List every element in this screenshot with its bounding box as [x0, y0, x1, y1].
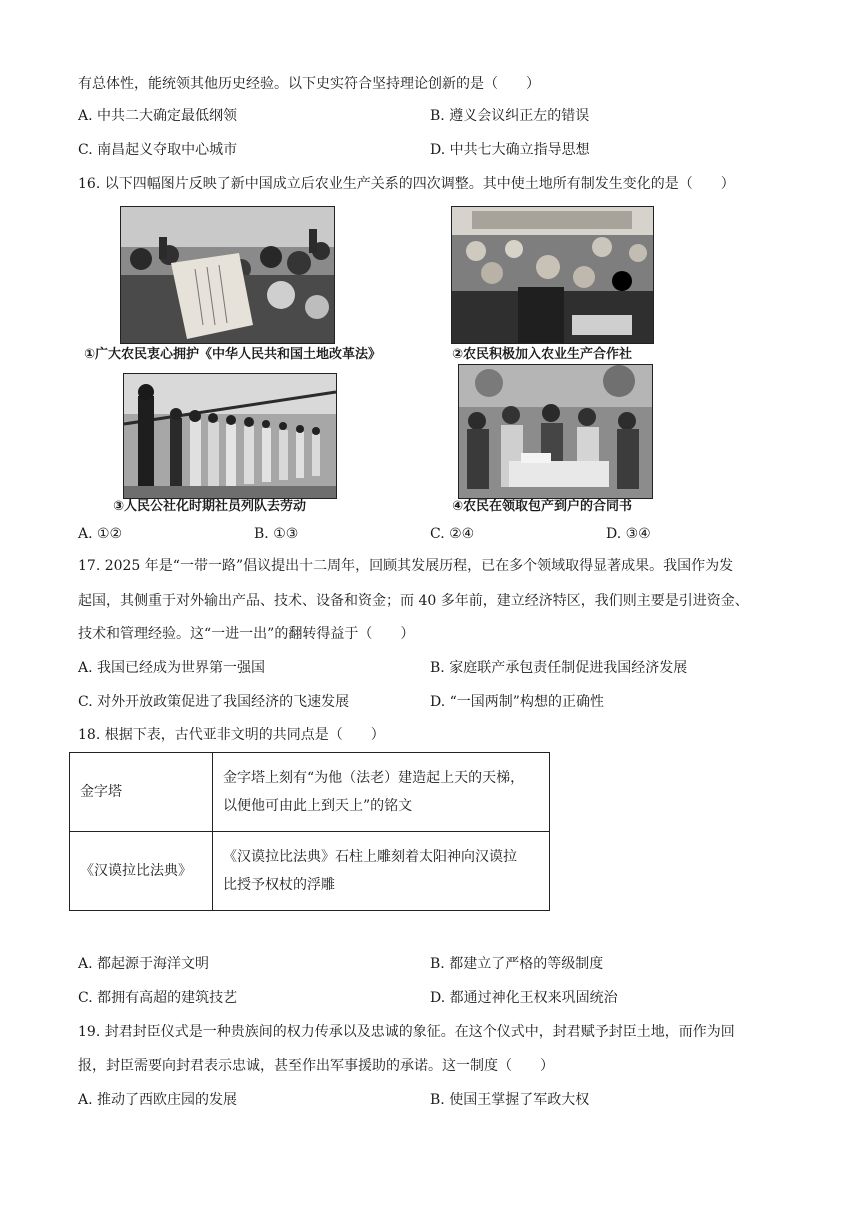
q16-option-c[interactable]: C. ②④: [430, 526, 475, 542]
table-cell-name: 《汉谟拉比法典》: [70, 832, 213, 911]
land-reform-photo: [120, 206, 335, 344]
q19-option-b[interactable]: B. 使国王掌握了军政大权: [430, 1092, 590, 1108]
table-row: [70, 832, 550, 911]
q15-option-b[interactable]: B. 遵义会议纠正左的错误: [430, 108, 590, 124]
q18-stem: 18. 根据下表，古代亚非文明的共同点是（ ）: [78, 727, 385, 743]
q15-option-d[interactable]: D. 中共七大确立指导思想: [430, 142, 590, 158]
q17-option-c[interactable]: C. 对外开放政策促进了我国经济的飞速发展: [78, 694, 350, 710]
q15-option-c[interactable]: C. 南昌起义夺取中心城市: [78, 142, 238, 158]
q18-option-b[interactable]: B. 都建立了严格的等级制度: [430, 956, 604, 972]
q19-stem-line-1: 19. 封君封臣仪式是一种贵族间的权力传承以及忠诚的象征。在这个仪式中，封君赋予封臣土地，而作为回: [78, 1024, 735, 1040]
q16-option-b[interactable]: B. ①③: [254, 526, 299, 542]
q18-option-d[interactable]: D. 都通过神化王权来巩固统治: [430, 990, 618, 1006]
q16-option-a[interactable]: A. ①②: [78, 526, 123, 542]
q17-stem-line-3: 技术和管理经验。这“一进一出”的翻转得益于（ ）: [78, 626, 415, 642]
comparison-table: [69, 752, 550, 911]
photo-4-caption: ④农民在领取包产到户的合同书: [452, 499, 633, 514]
q16-stem: 16. 以下四幅图片反映了新中国成立后农业生产关系的四次调整。其中使土地所有制发生变化的是（ ）: [78, 176, 735, 192]
q18-option-a[interactable]: A. 都起源于海洋文明: [78, 956, 210, 972]
q17-stem-line-2: 起国，其侧重于对外输出产品、技术、设备和资金；而 40 多年前，建立经济特区，我们则主要是引进资金、: [78, 593, 749, 609]
photo-2-caption: ②农民积极加入农业生产合作社: [452, 347, 633, 362]
q15-stem-tail: 有总体性，能统领其他历史经验。以下史实符合坚持理论创新的是（ ）: [78, 76, 540, 92]
photo-3-caption: ③人民公社化时期社员列队去劳动: [113, 499, 307, 514]
table-cell-desc: 金字塔上刻有“为他（法老）建造起上天的天梯， 以便他可由此上到天上”的铭文: [213, 753, 550, 832]
q17-option-a[interactable]: A. 我国已经成为世界第一强国: [78, 660, 266, 676]
q18-option-c[interactable]: C. 都拥有高超的建筑技艺: [78, 990, 238, 1006]
q19-option-a[interactable]: A. 推动了西欧庄园的发展: [78, 1092, 238, 1108]
table-cell-name: 金字塔: [70, 753, 213, 832]
q19-stem-line-2: 报，封臣需要向封君表示忠诚，甚至作出军事援助的承诺。这一制度（ ）: [78, 1058, 554, 1074]
table-row: [70, 753, 550, 832]
household-contract-photo: [458, 364, 653, 499]
q16-option-d[interactable]: D. ③④: [606, 526, 651, 542]
photo-1-caption: ①广大农民衷心拥护《中华人民共和国土地改革法》: [84, 347, 382, 362]
commune-photo: [123, 373, 337, 499]
q17-option-b[interactable]: B. 家庭联产承包责任制促进我国经济发展: [430, 660, 688, 676]
q17-stem-line-1: 17. 2025 年是“一带一路”倡议提出十二周年，回顾其发展历程，已在多个领域取得显著成果。我国作为发: [78, 558, 734, 574]
table-cell-desc: 《汉谟拉比法典》石柱上雕刻着太阳神向汉谟拉 比授予权杖的浮雕: [213, 832, 550, 911]
cooperative-photo: [451, 206, 654, 344]
q15-option-a[interactable]: A. 中共二大确定最低纲领: [78, 108, 238, 124]
q17-option-d[interactable]: D. “一国两制”构想的正确性: [430, 694, 604, 710]
